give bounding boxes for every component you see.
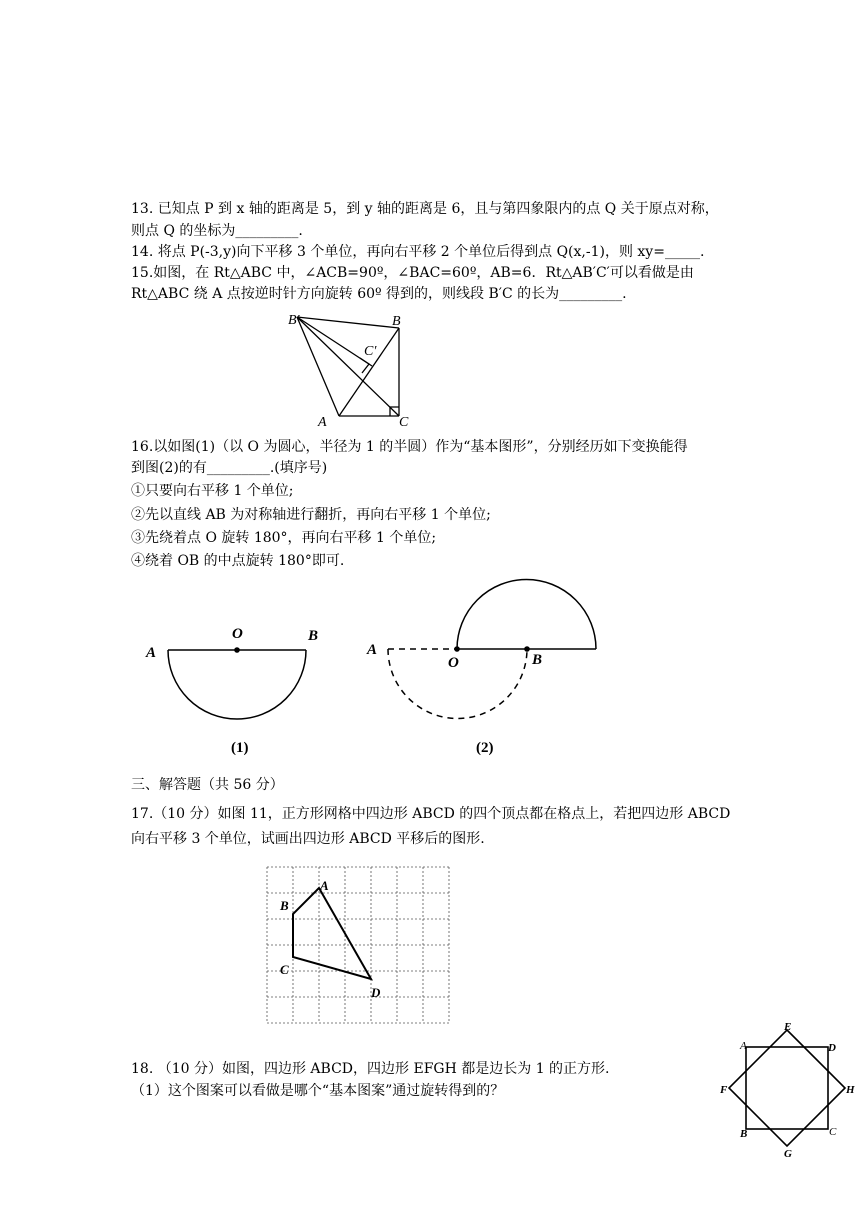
q16-fig1-caption: (1) <box>231 740 249 756</box>
q13-line1: 13. 已知点 P 到 x 轴的距离是 5，到 y 轴的距离是 6，且与第四象限内的点 Q 关于原点对称， <box>131 201 719 217</box>
q16-fig2-caption: (2) <box>476 740 494 756</box>
q16-fig2-label-o: O <box>448 655 459 671</box>
q16-option-4: ④绕着 OB 的中点旋转 180°即可. <box>131 553 345 569</box>
q18-label-f: F <box>720 1084 728 1096</box>
q15-line2: Rt△ABC 绕 A 点按逆时针方向旋转 60º 得到的，则线段 B′C 的长为_________. <box>131 286 627 302</box>
q15-line1: 15.如图，在 Rt△ABC 中，∠ACB=90º，∠BAC=60º，AB=6．Rt△AB′C′可以看做是由 <box>131 265 694 281</box>
q15-label-c: C <box>399 415 409 430</box>
q18-squares-figure <box>718 1018 860 1160</box>
q18-label-g: G <box>784 1148 792 1160</box>
q15-label-c-prime: C′ <box>364 344 377 359</box>
q16-fig2-label-b: B <box>532 652 543 668</box>
q17-label-b: B <box>280 898 289 913</box>
q17-grid-figure <box>264 862 454 1030</box>
q17-line1: 17.（10 分）如图 11，正方形网格中四边形 ABCD 的四个顶点都在格点上，若把四边形 ABCD <box>131 806 731 822</box>
q14-line1: 14. 将点 P(-3,y)向下平移 3 个单位，再向右平移 2 个单位后得到点 Q(x,-1)，则 xy=_____. <box>131 244 705 260</box>
q16-figure-1 <box>140 620 340 760</box>
q18-line1: 18. （10 分）如图，四边形 ABCD，四边形 EFGH 都是边长为 1 的正方形. <box>131 1061 610 1077</box>
q16-fig1-label-b: B <box>308 628 319 644</box>
q16-option-2: ②先以直线 AB 为对称轴进行翻折，再向右平移 1 个单位; <box>131 507 491 523</box>
q18-label-e: E <box>784 1021 792 1033</box>
q15-label-a: A <box>318 415 327 430</box>
q17-line2: 向右平移 3 个单位，试画出四边形 ABCD 平移后的图形. <box>131 831 485 847</box>
q18-label-b: B <box>740 1128 748 1140</box>
q17-label-a: A <box>320 878 329 893</box>
q18-label-a: A <box>740 1040 747 1052</box>
q18-label-c: C <box>829 1126 837 1138</box>
q15-label-b-prime: B′ <box>288 313 300 328</box>
q18-line2: （1）这个图案可以看做是哪个“基本图案”通过旋转得到的？ <box>131 1083 505 1099</box>
q17-label-d: D <box>371 985 381 1000</box>
q18-label-d: D <box>828 1042 836 1054</box>
q16-figure-2 <box>360 578 610 760</box>
q15-label-b: B <box>392 314 401 329</box>
q13-line2: 则点 Q 的坐标为_________. <box>131 223 303 239</box>
q16-fig1-label-o: O <box>232 626 243 642</box>
q16-fig2-label-a: A <box>367 642 378 658</box>
q16-line2: 到图(2)的有_________.(填序号) <box>131 460 328 476</box>
q15-triangle-figure <box>280 308 420 430</box>
q16-line1: 16.以如图(1)（以 O 为圆心，半径为 1 的半圆）作为“基本图形”，分别经历如下变换能得 <box>131 439 688 455</box>
q17-label-c: C <box>280 962 289 977</box>
q16-option-3: ③先绕着点 O 旋转 180°，再向右平移 1 个单位; <box>131 530 437 546</box>
q18-label-h: H <box>846 1084 855 1096</box>
q16-fig1-label-a: A <box>146 645 157 661</box>
q16-option-1: ①只要向右平移 1 个单位; <box>131 483 294 499</box>
section-3-title: 三、解答题（共 56 分） <box>131 777 284 793</box>
